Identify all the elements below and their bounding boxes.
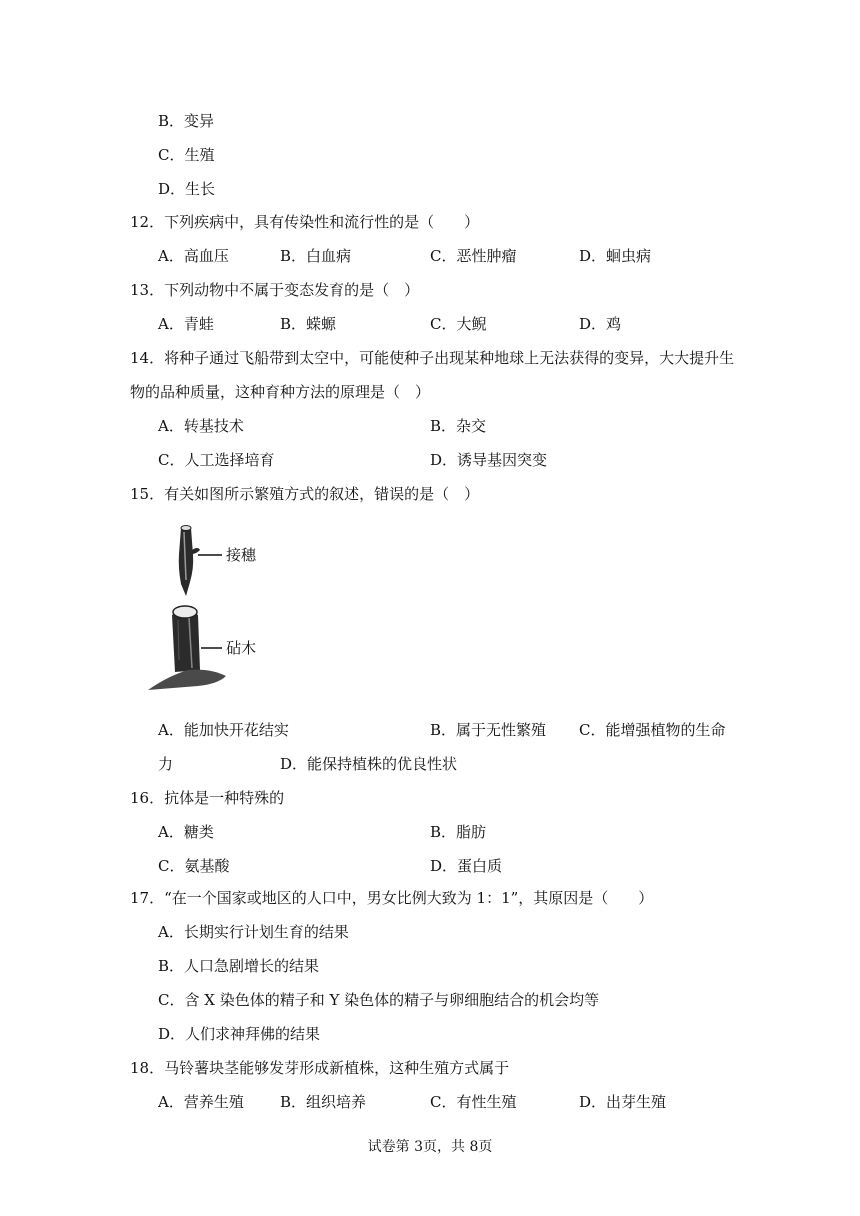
q12-option-d: D．蛔虫病 [579, 247, 652, 265]
scion-label: 接穗 [226, 546, 257, 564]
q14-stem-line2: 物的品种质量，这种育种方法的原理是（ ） [130, 383, 431, 401]
q14-option-a: A．转基技术 [158, 417, 244, 435]
q12-option-a: A．高血压 [158, 247, 229, 265]
q12-stem: 12．下列疾病中，具有传染性和流行性的是（ ） [130, 213, 480, 231]
q16-option-d: D．蛋白质 [430, 857, 503, 875]
q11-option-c: C．生殖 [158, 146, 215, 164]
q11-option-b: B．变异 [158, 112, 215, 130]
q13-stem: 13．下列动物中不属于变态发育的是（ ） [130, 281, 420, 299]
q17-stem: 17．“在一个国家或地区的人口中，男女比例大致为 1：1”，其原因是（ ） [130, 889, 654, 907]
q16-stem: 16．抗体是一种特殊的 [130, 789, 285, 807]
q18-option-d: D．出芽生殖 [579, 1093, 667, 1111]
q14-option-d: D．诱导基因突变 [430, 451, 548, 469]
grafting-illustration [148, 520, 288, 695]
q15-stem: 15．有关如图所示繁殖方式的叙述，错误的是（ ） [130, 485, 480, 503]
stock-label: 砧木 [226, 639, 257, 657]
q14-option-c: C．人工选择培育 [158, 451, 275, 469]
q15-option-c-continued: 力 [158, 755, 174, 773]
q18-option-a: A．营养生殖 [158, 1093, 244, 1111]
q16-option-c: C．氨基酸 [158, 857, 230, 875]
scion-drawing [179, 526, 200, 597]
q17-option-b: B．人口急剧增长的结果 [158, 957, 320, 975]
page-footer: 试卷第 3页，共 8页 [367, 1139, 493, 1155]
q12-option-b: B．白血病 [280, 247, 352, 265]
q15-option-b: B．属于无性繁殖 [430, 721, 547, 739]
q15-option-c: C．能增强植物的生命 [579, 721, 726, 739]
q16-option-a: A．糖类 [158, 823, 214, 841]
q18-stem: 18．马铃薯块茎能够发芽形成新植株，这种生殖方式属于 [130, 1059, 510, 1077]
q17-option-c: C．含 X 染色体的精子和 Y 染色体的精子与卵细胞结合的机会均等 [158, 991, 600, 1009]
q18-option-b: B．组织培养 [280, 1093, 367, 1111]
q12-option-c: C．恶性肿瘤 [430, 247, 517, 265]
q17-option-d: D．人们求神拜佛的结果 [158, 1025, 321, 1043]
q15-option-a: A．能加快开花结实 [158, 721, 289, 739]
grafting-figure [148, 520, 288, 695]
q17-option-a: A．长期实行计划生育的结果 [158, 923, 349, 941]
q13-option-a: A．青蛙 [158, 315, 214, 333]
q18-option-c: C．有性生殖 [430, 1093, 517, 1111]
q14-option-b: B．杂交 [430, 417, 487, 435]
q16-option-b: B．脂肪 [430, 823, 487, 841]
q13-option-d: D．鸡 [579, 315, 622, 333]
q14-stem-line1: 14．将种子通过飞船带到太空中，可能使种子出现某种地球上无法获得的变异，大大提升生 [130, 349, 735, 367]
q15-option-d: D．能保持植株的优良性状 [280, 755, 458, 773]
q13-option-b: B．蝾螈 [280, 315, 337, 333]
q11-option-d: D．生长 [158, 180, 216, 198]
q13-option-c: C．大鲵 [430, 315, 487, 333]
